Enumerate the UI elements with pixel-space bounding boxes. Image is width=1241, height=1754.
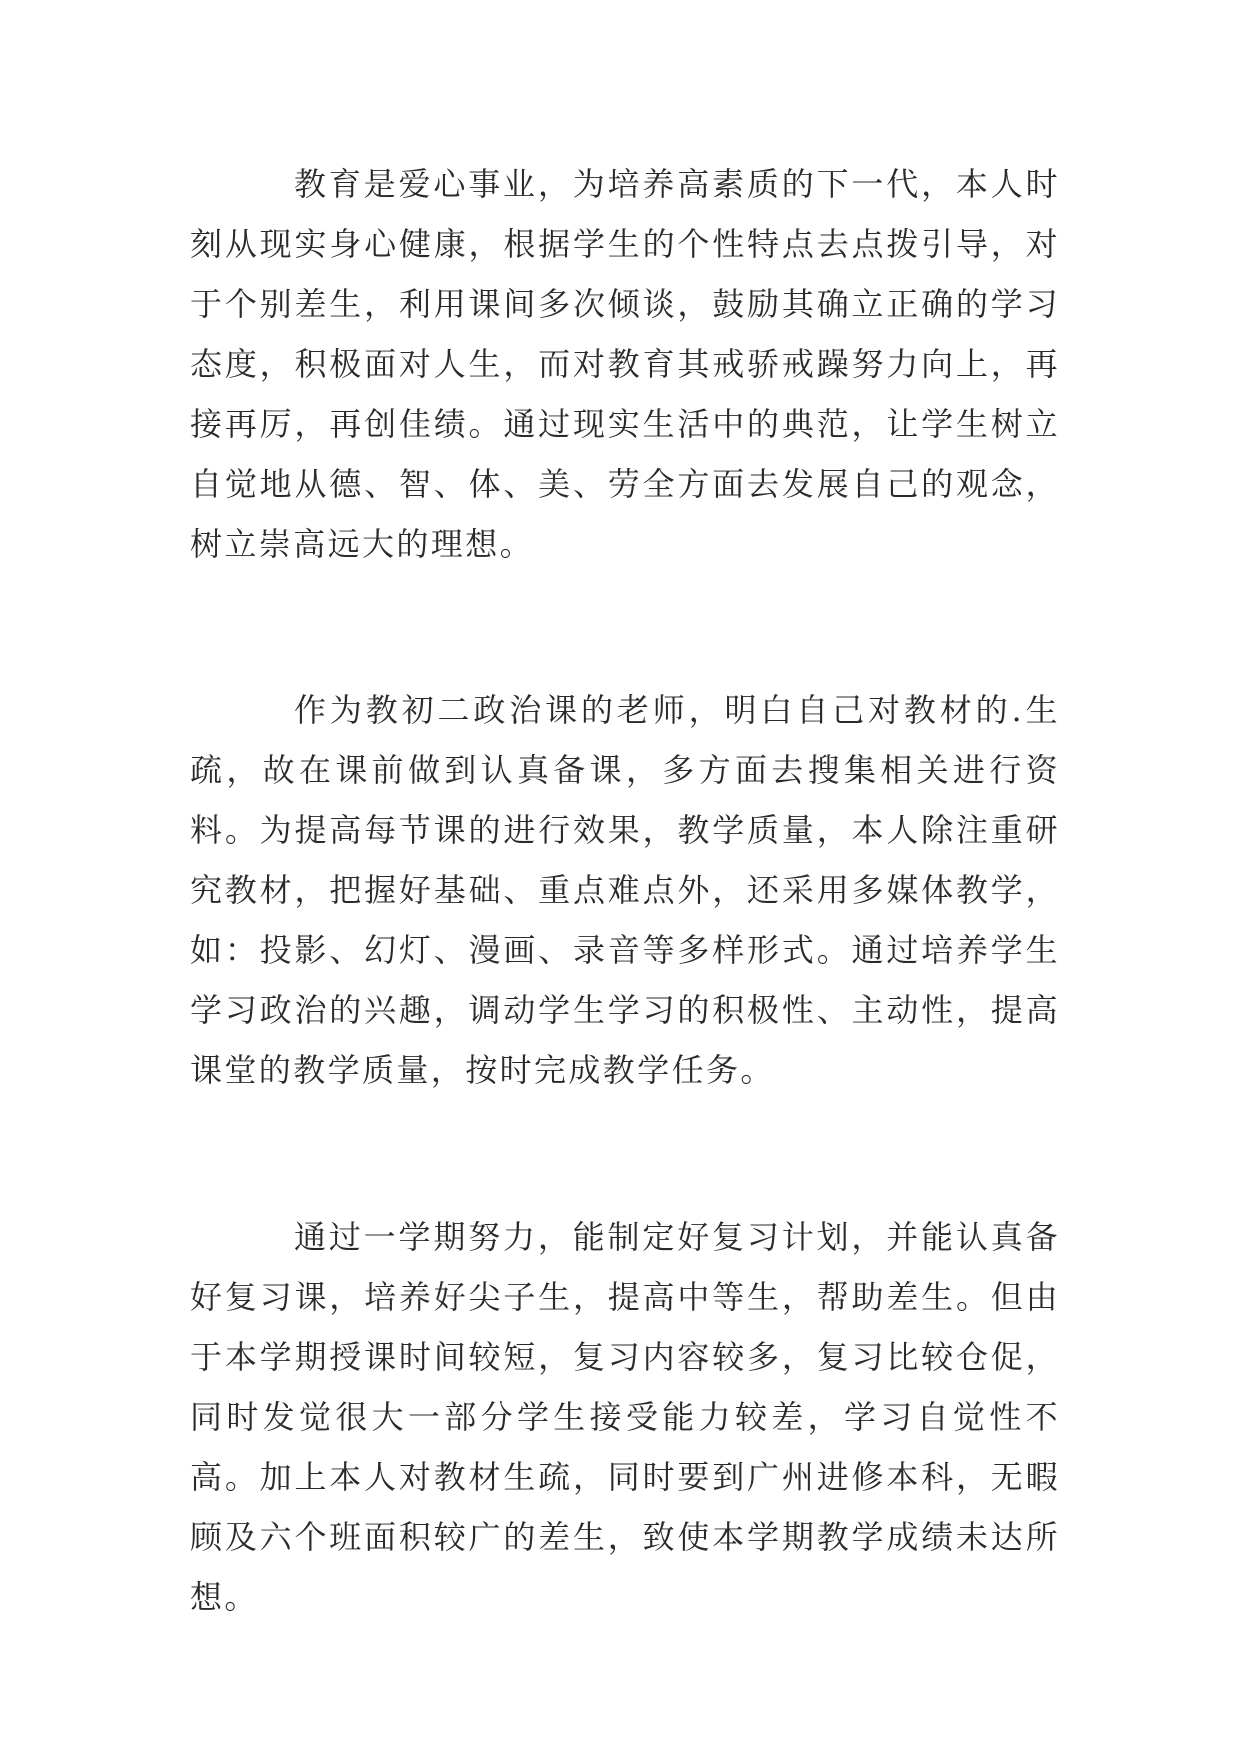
paragraph-3: 通过一学期努力，能制定好复习计划，并能认真备好复习课，培养好尖子生，提高中等生，帮助差生。但由于本学期授课时间较短，复习内容较多，复习比较仓促，同时发觉很大一部分学生接受能力较差，学习自觉性不高。加上本人对教材生疏，同时要到广州进修本科，无暇顾及六个班面积较广的差生，致使本学期教学成绩未达所想。 <box>190 1218 1060 1616</box>
paragraph-1: 教育是爱心事业，为培养高素质的下一代，本人时刻从现实身心健康，根据学生的个性特点去点拨引导，对于个别差生，利用课间多次倾谈，鼓励其确立正确的学习态度，积极面对人生，而对教育其戒骄戒躁努力向上，再接再厉，再创佳绩。通过现实生活中的典范，让学生树立自觉地从德、智、体、美、劳全方面去发展自己的观念，树立崇高远大的理想。 <box>190 165 1060 563</box>
paragraph-2: 作为教初二政治课的老师，明白自己对教材的.生疏，故在课前做到认真备课，多方面去搜集相关进行资料。为提高每节课的进行效果，教学质量，本人除注重研究教材，把握好基础、重点难点外，还采用多媒体教学，如：投影、幻灯、漫画、录音等多样形式。通过培养学生学习政治的兴趣，调动学生学习的积极性、主动性，提高课堂的教学质量，按时完成教学任务。 <box>190 691 1060 1089</box>
